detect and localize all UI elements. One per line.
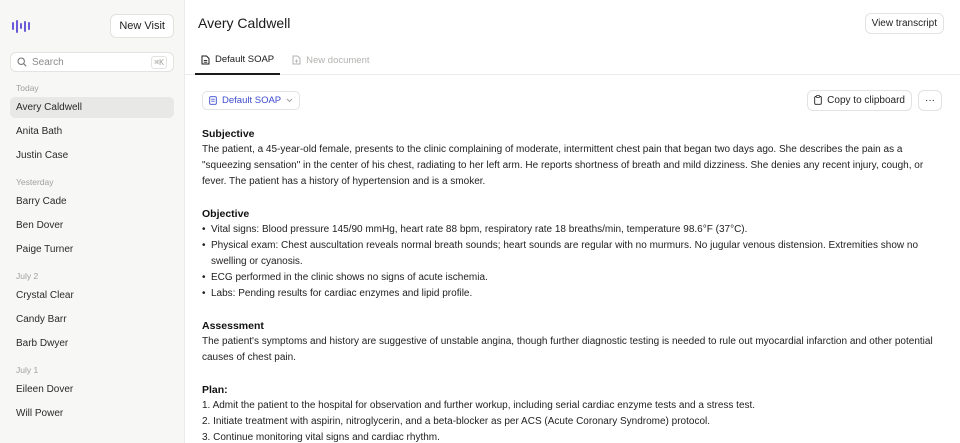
waveform-logo-icon[interactable]: [12, 19, 30, 33]
objective-section: [202, 206, 944, 302]
tab-label: Default SOAP: [215, 54, 275, 65]
patient-group-label: Today: [16, 83, 39, 93]
section-text: The patient, a 45-year-old female, presents to the clinic complaining of moderate, intermittent chest pain that began two days ago. She describes the pain as a "squeezing sensation" in the center of his chest, radiating to her left arm. He reports shortness of breath and mild dizziness. She denies any recent injury, cough, or fever. The patient has a history of hypertension and is a smoker.: [202, 144, 924, 187]
patient-group-label: July 2: [16, 271, 39, 281]
search-input[interactable]: [32, 57, 151, 68]
copy-to-clipboard-button[interactable]: [807, 90, 912, 111]
section-heading: Objective: [202, 208, 250, 220]
document-icon: [201, 55, 210, 65]
sidebar-patient-item[interactable]: Crystal Clear: [16, 290, 74, 301]
sidebar-patient-item[interactable]: Eileen Dover: [16, 384, 74, 395]
objective-item: • Labs: Pending results for cardiac enzymes and lipid profile.: [202, 286, 944, 302]
sidebar-patient-item[interactable]: Will Power: [16, 408, 64, 419]
new-visit-button[interactable]: New Visit: [110, 14, 174, 38]
tab-new-document[interactable]: [286, 46, 375, 74]
objective-item: • ECG performed in the clinic shows no signs of acute ischemia.: [202, 270, 944, 286]
copy-label: Copy to clipboard: [827, 94, 905, 106]
chevron-down-icon: [286, 98, 293, 103]
search-icon: [17, 57, 27, 67]
toolbar-actions: [807, 90, 942, 111]
sidebar-patient-item[interactable]: Paige Turner: [16, 244, 74, 255]
document-tabs: [185, 46, 960, 75]
tab-default-soap[interactable]: [195, 46, 280, 75]
patient-list: [10, 80, 174, 424]
tab-label: New document: [306, 54, 370, 66]
sidebar-patient-item[interactable]: Ben Dover: [16, 220, 64, 231]
plan-item: 1. Admit the patient to the hospital for observation and further workup, including serial cardiac enzyme tests and a stress test.: [202, 400, 756, 411]
main-panel: [185, 0, 960, 443]
view-transcript-button[interactable]: View transcript: [865, 13, 944, 34]
section-heading: Plan:: [202, 384, 228, 396]
sidebar-patient-item[interactable]: Barry Cade: [16, 196, 67, 207]
search-shortcut-badge: ⌘K: [151, 56, 167, 69]
template-dropdown-label: Default SOAP: [222, 94, 282, 106]
section-text: The patient's symptoms and history are suggestive of unstable angina, though further diagnostic testing is needed to rule out myocardial infarction and other potential causes of chest pain.: [202, 336, 933, 363]
assessment-section: [202, 318, 944, 366]
sidebar-header: [10, 0, 174, 52]
search-box[interactable]: [10, 52, 174, 72]
plan-item: 3. Continue monitoring vital signs and cardiac rhythm.: [202, 432, 440, 443]
section-heading: Assessment: [202, 320, 264, 332]
new-document-icon: [292, 55, 301, 65]
objective-list: [202, 222, 944, 302]
objective-item: • Physical exam: Chest auscultation reveals normal breath sounds; heart sounds are regular with no murmurs. No jugular venous distension. Extremities show no swelling or cyanosis.: [202, 238, 944, 270]
plan-list: [202, 398, 944, 443]
document-toolbar: [185, 75, 960, 110]
patient-group-label: Yesterday: [16, 177, 54, 187]
plan-item: 2. Initiate treatment with aspirin, nitroglycerin, and a beta-blocker as per ACS (Acute Coronary Syndrome) protocol.: [202, 416, 711, 427]
sidebar-patient-item[interactable]: Justin Case: [16, 150, 69, 161]
page-header: [185, 0, 960, 46]
sidebar-patient-item[interactable]: Candy Barr: [16, 314, 67, 325]
page-title: Avery Caldwell: [198, 15, 291, 31]
sidebar-patient-item[interactable]: Barb Dwyer: [16, 338, 69, 349]
template-dropdown[interactable]: [202, 91, 300, 110]
more-options-button[interactable]: [918, 90, 942, 111]
more-options-icon: ···: [925, 94, 935, 106]
sidebar: [0, 0, 185, 443]
sidebar-patient-item[interactable]: Anita Bath: [16, 126, 63, 137]
clipboard-icon: [814, 95, 822, 105]
subjective-section: [202, 126, 944, 190]
section-heading: Subjective: [202, 128, 255, 140]
objective-item: • Vital signs: Blood pressure 145/90 mmHg, heart rate 88 bpm, respiratory rate 18 breaths/min, temperature 98.6°F (37°C).: [202, 222, 944, 238]
patient-group-label: July 1: [16, 365, 39, 375]
plan-section: [202, 382, 944, 443]
template-doc-icon: [209, 96, 217, 105]
sidebar-patient-item[interactable]: Avery Caldwell: [10, 97, 174, 118]
soap-document: [185, 110, 960, 443]
